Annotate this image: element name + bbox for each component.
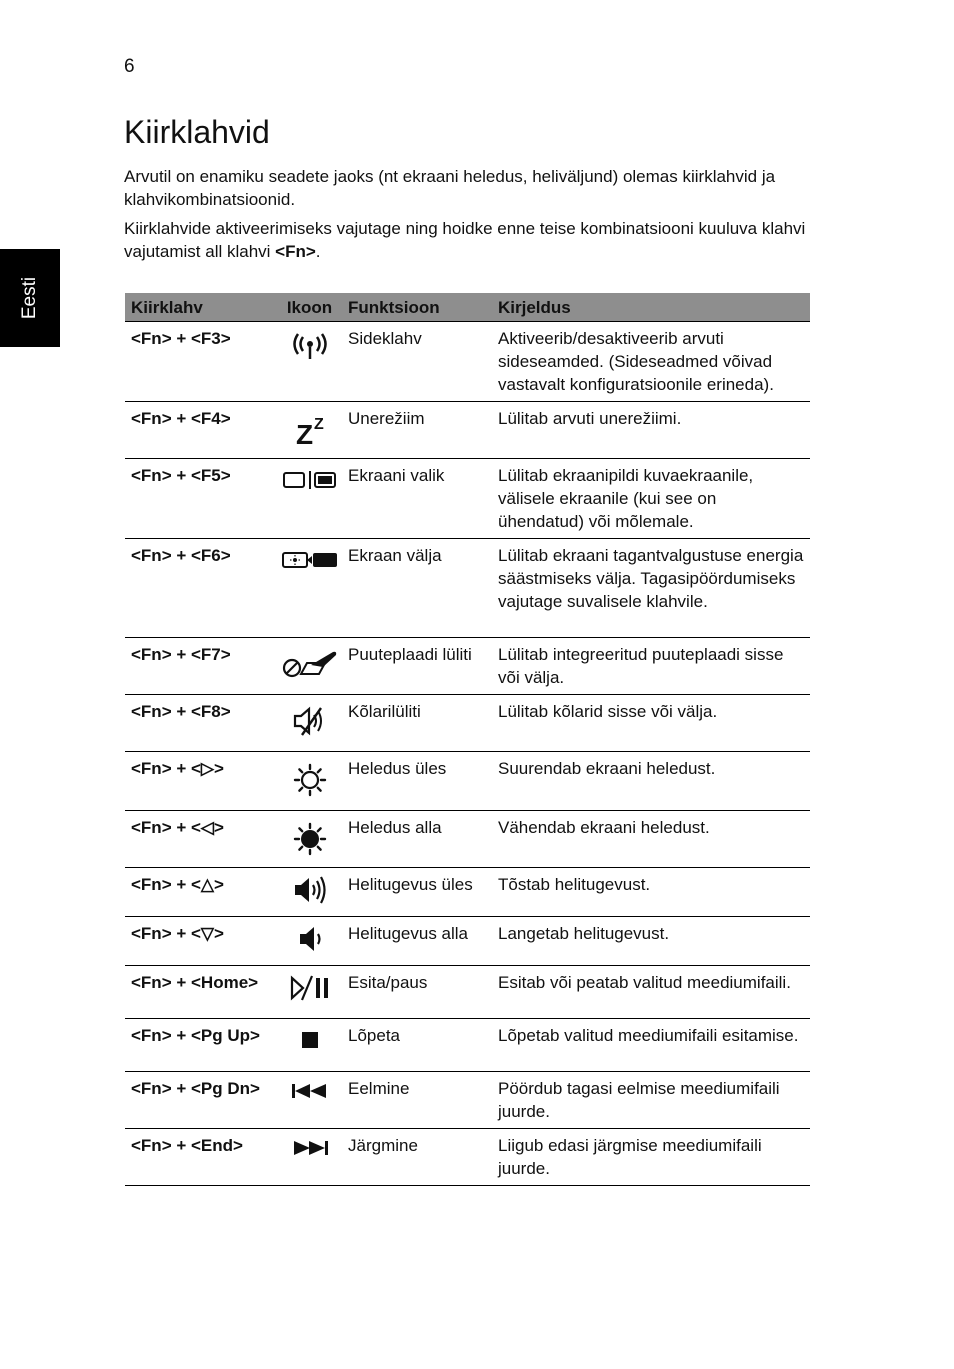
icon-cell	[277, 811, 342, 868]
table-row	[125, 459, 810, 539]
hotkey-cell: <Fn> + <F4>	[125, 402, 277, 459]
activation-end: .	[315, 242, 321, 261]
description-cell: Esitab või peatab valitud meediumifaili.	[492, 966, 810, 1019]
description-cell: Lülitab kõlarid sisse või välja.	[492, 695, 810, 752]
table-row	[125, 322, 810, 402]
description-cell: Aktiveerib/desaktiveerib arvuti sideseamded. (Sideseadmed võivad vastavalt konfiguratsioonile erineda).	[492, 322, 810, 402]
function-cell: Esita/paus	[342, 966, 492, 1019]
play-pause-icon	[288, 974, 332, 1002]
activation-paragraph	[124, 217, 814, 263]
table-row	[125, 917, 810, 966]
hotkey-cell: <Fn> + <Pg Up>	[125, 1019, 277, 1072]
touchpad-toggle-icon	[281, 649, 339, 679]
icon-cell	[277, 1129, 342, 1186]
function-cell: Ekraani valik	[342, 459, 492, 539]
brightness-down-icon	[293, 822, 327, 856]
svg-text:Z: Z	[313, 416, 324, 433]
fn-key-label: <Fn>	[275, 242, 316, 261]
icon-cell	[277, 1072, 342, 1129]
intro-paragraph: Arvutil on enamiku seadete jaoks (nt ekraani heledus, heliväljund) olemas kiirklahvid ja klahvikombinatsioonid.	[124, 167, 776, 209]
table-row	[125, 402, 810, 459]
table-header-row	[125, 293, 810, 322]
icon-cell	[277, 459, 342, 539]
function-cell: Eelmine	[342, 1072, 492, 1129]
icon-cell	[277, 402, 342, 459]
hotkey-cell: <Fn> + <F5>	[125, 459, 277, 539]
hotkey-cell: <Fn> + <End>	[125, 1129, 277, 1186]
description-cell: Lõpetab valitud meediumifaili esitamise.	[492, 1019, 810, 1072]
header-description: Kirjeldus	[492, 293, 810, 322]
previous-track-icon	[290, 1082, 330, 1100]
description-cell: Langetab helitugevust.	[492, 917, 810, 966]
header-hotkey: Kiirklahv	[125, 293, 277, 322]
description-cell: Lülitab integreeritud puuteplaadi sisse või välja.	[492, 638, 810, 695]
description-cell: Lülitab arvuti unerežiimi.	[492, 402, 810, 459]
description-cell: Lülitab ekraanipildi kuvaekraanile, välisele ekraanile (kui see on ühendatud) või mõlemale.	[492, 459, 810, 539]
table-row	[125, 1129, 810, 1186]
icon-cell	[277, 322, 342, 402]
page-title: Kiirklahvid	[124, 114, 270, 150]
activation-text: Kiirklahvide aktiveerimiseks vajutage ning hoidke enne teise kombinatsiooni kuuluva klahvi vajutamist all klahvi	[124, 219, 806, 261]
icon-cell	[277, 1019, 342, 1072]
icon-cell	[277, 966, 342, 1019]
icon-cell	[277, 868, 342, 917]
function-cell: Sideklahv	[342, 322, 492, 402]
brightness-up-icon	[293, 763, 327, 797]
wireless-icon	[290, 333, 330, 361]
header-icon: Ikoon	[277, 293, 342, 322]
table-row	[125, 966, 810, 1019]
header-function: Funktsioon	[342, 293, 492, 322]
function-cell: Puuteplaadi lüliti	[342, 638, 492, 695]
hotkey-cell: <Fn> + <Pg Dn>	[125, 1072, 277, 1129]
hotkey-cell: <Fn> + <F6>	[125, 539, 277, 638]
display-off-icon	[281, 550, 339, 570]
page-number: 6	[124, 56, 135, 77]
function-cell: Kõlarilüliti	[342, 695, 492, 752]
icon-cell	[277, 539, 342, 638]
icon-cell	[277, 638, 342, 695]
function-cell: Lõpeta	[342, 1019, 492, 1072]
function-cell: Heledus üles	[342, 752, 492, 811]
display-switch-icon	[282, 470, 338, 490]
function-cell: Unerežiim	[342, 402, 492, 459]
hotkey-cell: <Fn> + <F8>	[125, 695, 277, 752]
description-cell: Vähendab ekraani heledust.	[492, 811, 810, 868]
function-cell: Helitugevus alla	[342, 917, 492, 966]
hotkey-cell: <Fn> + <Home>	[125, 966, 277, 1019]
table-row	[125, 811, 810, 868]
hotkey-cell: <Fn> + <△>	[125, 868, 277, 917]
description-cell: Pöördub tagasi eelmise meediumifaili juurde.	[492, 1072, 810, 1129]
description-cell: Tõstab helitugevust.	[492, 868, 810, 917]
table-row	[125, 638, 810, 695]
next-track-icon	[290, 1139, 330, 1157]
function-cell: Heledus alla	[342, 811, 492, 868]
description-cell: Lülitab ekraani tagantvalgustuse energia säästmiseks välja. Tagasipöördumiseks vajutage suvalisele klahvile.	[492, 539, 810, 638]
volume-down-icon	[292, 924, 328, 954]
table-row	[125, 868, 810, 917]
table-row	[125, 539, 810, 638]
icon-cell	[277, 917, 342, 966]
hotkey-cell: <Fn> + <◁>	[125, 811, 277, 868]
table-row	[125, 752, 810, 811]
description-cell: Liigub edasi järgmise meediumifaili juurde.	[492, 1129, 810, 1186]
hotkey-cell: <Fn> + <▽>	[125, 917, 277, 966]
table-row	[125, 1019, 810, 1072]
svg-text:Z: Z	[295, 419, 313, 447]
speaker-mute-icon	[292, 706, 328, 736]
hotkeys-table	[125, 293, 810, 1186]
function-cell: Järgmine	[342, 1129, 492, 1186]
icon-cell	[277, 752, 342, 811]
hotkey-cell: <Fn> + <F7>	[125, 638, 277, 695]
function-cell: Ekraan välja	[342, 539, 492, 638]
language-side-tab	[0, 249, 60, 347]
language-label: Eesti	[19, 276, 40, 320]
volume-up-icon	[292, 875, 328, 905]
icon-cell	[277, 695, 342, 752]
function-cell: Helitugevus üles	[342, 868, 492, 917]
table-row	[125, 695, 810, 752]
sleep-icon	[292, 413, 328, 447]
table-row	[125, 1072, 810, 1129]
hotkey-cell: <Fn> + <▷>	[125, 752, 277, 811]
stop-icon	[301, 1031, 319, 1049]
description-cell: Suurendab ekraani heledust.	[492, 752, 810, 811]
hotkey-cell: <Fn> + <F3>	[125, 322, 277, 402]
